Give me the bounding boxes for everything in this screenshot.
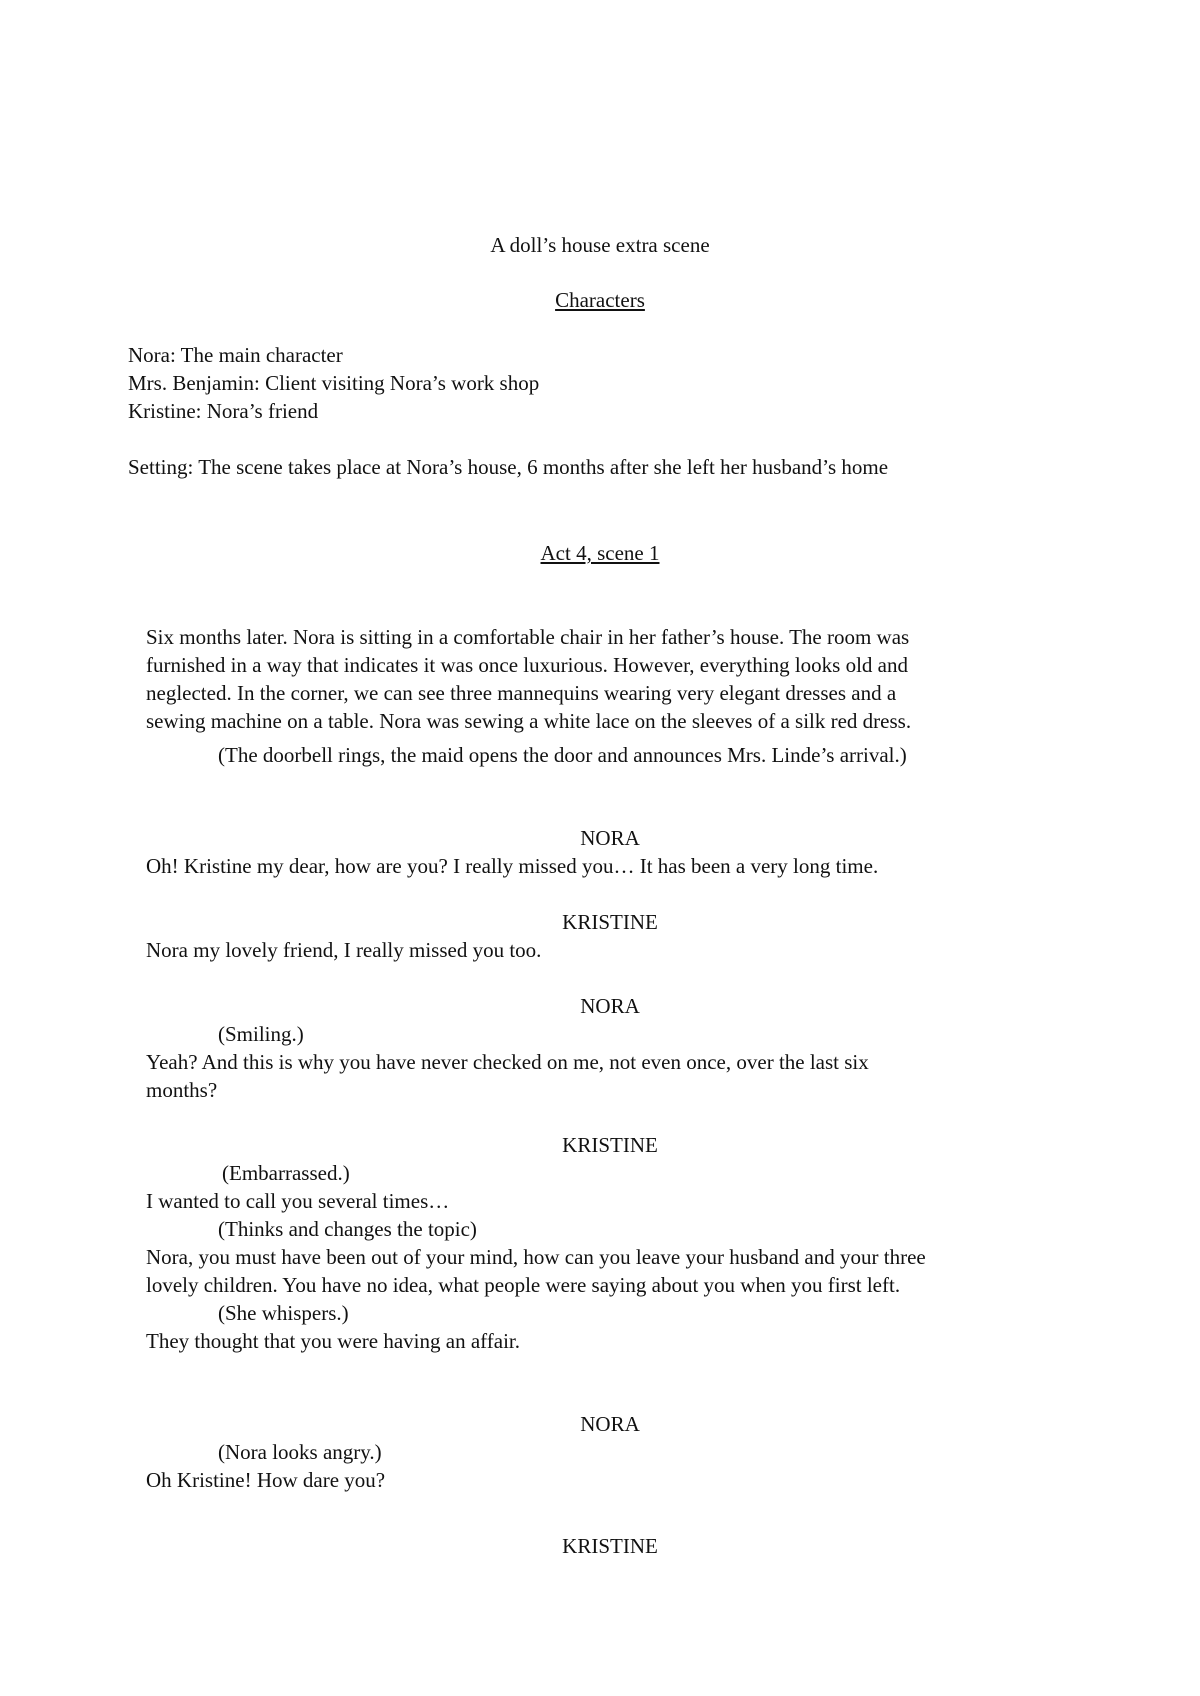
dialogue-line: Oh! Kristine my dear, how are you? I really missed you… It has been a very long time. [146, 854, 879, 878]
stage-direction: (The doorbell rings, the maid opens the door and announces Mrs. Linde’s arrival.) [218, 743, 907, 767]
speaker-name: NORA [580, 826, 640, 850]
speaker-name: KRISTINE [562, 1133, 658, 1157]
dialogue-line: I wanted to call you several times… [146, 1189, 450, 1213]
setting-line: Setting: The scene takes place at Nora’s house, 6 months after she left her husband’s home [128, 455, 889, 479]
cast-item: Kristine: Nora’s friend [128, 399, 319, 423]
dialogue-block [146, 1243, 926, 1299]
scene-description [146, 623, 1046, 735]
speaker-name: NORA [580, 994, 640, 1018]
stage-direction: (Embarrassed.) [222, 1161, 350, 1185]
description-line: sewing machine on a table. Nora was sewing a white lace on the sleeves of a silk red dress. [146, 709, 912, 733]
stage-direction: (She whispers.) [218, 1301, 349, 1325]
stage-direction: (Smiling.) [218, 1022, 304, 1046]
dialogue-line: Oh Kristine! How dare you? [146, 1468, 386, 1492]
description-line: furnished in a way that indicates it was once luxurious. However, everything looks old and [146, 653, 908, 677]
dialogue-line: Nora, you must have been out of your mind, how can you leave your husband and your three [146, 1245, 926, 1269]
stage-direction: (Nora looks angry.) [218, 1440, 382, 1464]
stage-direction: (Thinks and changes the topic) [218, 1217, 477, 1241]
dialogue-line: months? [146, 1078, 218, 1102]
dialogue-line: Nora my lovely friend, I really missed you too. [146, 938, 542, 962]
speaker-name: KRISTINE [562, 1534, 658, 1558]
cast-item: Nora: The main character [128, 343, 343, 367]
document-title: A doll’s house extra scene [490, 233, 710, 257]
dialogue-block [146, 1048, 869, 1104]
act-heading: Act 4, scene 1 [540, 541, 660, 565]
cast-list [128, 341, 539, 425]
speaker-name: NORA [580, 1412, 640, 1436]
dialogue-line: They thought that you were having an affair. [146, 1329, 521, 1353]
characters-heading: Characters [555, 288, 645, 312]
description-line: Six months later. Nora is sitting in a comfortable chair in her father’s house. The room was [146, 625, 910, 649]
speaker-name: KRISTINE [562, 910, 658, 934]
dialogue-line: lovely children. You have no idea, what people were saying about you when you first left. [146, 1273, 901, 1297]
dialogue-line: Yeah? And this is why you have never checked on me, not even once, over the last six [146, 1050, 869, 1074]
cast-item: Mrs. Benjamin: Client visiting Nora’s work shop [128, 371, 540, 395]
description-line: neglected. In the corner, we can see three mannequins wearing very elegant dresses and a [146, 681, 897, 705]
